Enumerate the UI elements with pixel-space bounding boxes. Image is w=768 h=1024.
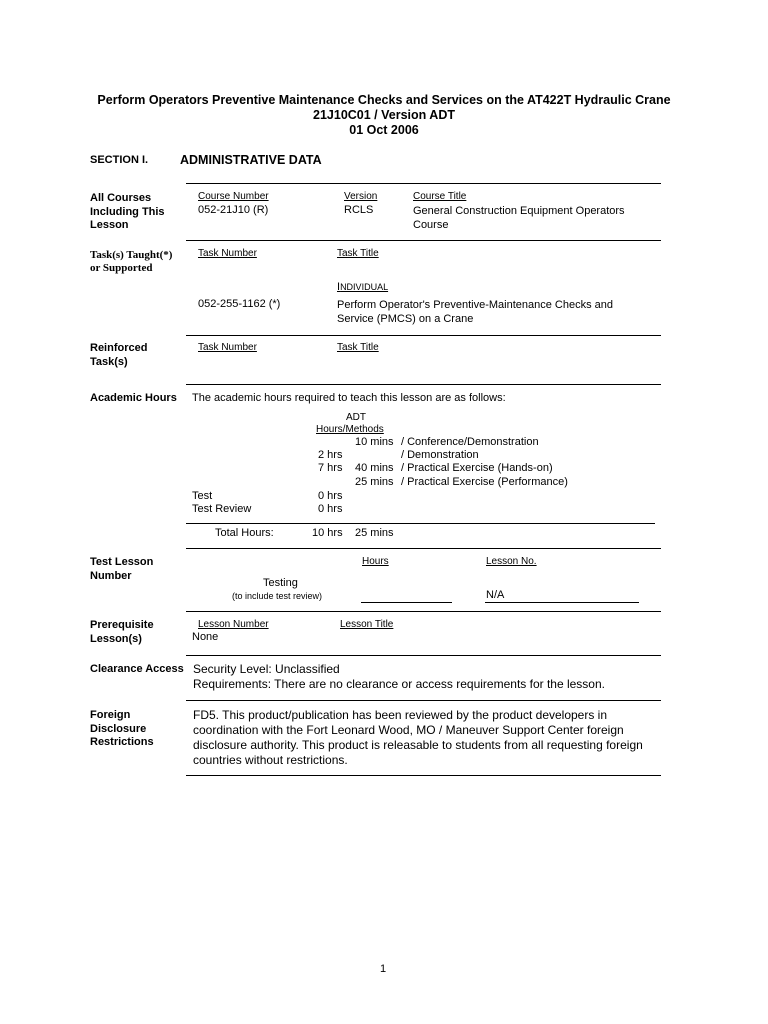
clearance-label: Clearance Access <box>90 663 184 675</box>
divider <box>186 700 661 701</box>
prerequisite-label: Prerequisite Lesson(s) <box>90 619 154 645</box>
section-label: SECTION I. <box>90 154 149 166</box>
row-mins: 10 mins <box>355 436 394 448</box>
version-header: Version <box>344 191 378 202</box>
all-courses-label: All Courses Including This Lesson <box>90 192 165 231</box>
reinforced-label: Reinforced Task(s) <box>90 342 148 368</box>
reinforced-task-number-header: Task Number <box>198 342 257 353</box>
total-label: Total Hours: <box>215 527 274 539</box>
divider <box>186 384 661 385</box>
divider <box>186 775 661 776</box>
divider <box>186 183 661 184</box>
security-level: Security Level: Unclassified <box>193 662 340 676</box>
document-title: Perform Operators Preventive Maintenance Checks and Services on the AT422T Hydraulic Crane <box>97 93 671 107</box>
course-number: 052-21J10 (R) <box>198 204 269 216</box>
divider <box>186 611 661 612</box>
row-left: Test Review <box>192 503 252 515</box>
row-hrs: 7 hrs <box>318 462 343 474</box>
task-title: Perform Operator's Preventive-Maintenance Checks and Service (PMCS) on a Crane <box>337 299 614 325</box>
clearance-requirements: Requirements: There are no clearance or access requirements for the lesson. <box>193 677 605 691</box>
row-hrs: 0 hrs <box>318 503 343 515</box>
total-divider <box>186 523 655 524</box>
adt-heading: ADT <box>346 412 366 423</box>
document-date: 01 Oct 2006 <box>349 123 419 137</box>
lesson-number-header: Lesson Number <box>198 619 269 630</box>
section-title: ADMINISTRATIVE DATA <box>180 153 322 167</box>
academic-intro: The academic hours required to teach this lesson are as follows: <box>192 392 506 404</box>
page-number: 1 <box>380 963 387 975</box>
total-mins: 25 mins <box>355 527 394 539</box>
test-lesson-label: Test Lesson Number <box>90 556 154 582</box>
prerequisite-value: None <box>192 631 219 643</box>
total-hrs: 10 hrs <box>312 527 343 539</box>
course-title: General Construction Equipment Operators Course <box>413 205 625 231</box>
course-number-header: Course Number <box>198 191 269 202</box>
divider <box>186 240 661 241</box>
task-category: INDIVIDUAL <box>337 281 389 293</box>
row-method: / Practical Exercise (Performance) <box>401 476 568 488</box>
divider <box>186 335 661 336</box>
testing-note: (to include test review) <box>232 591 323 601</box>
task-title-header: Task Title <box>337 248 379 259</box>
row-mins: 25 mins <box>355 476 394 488</box>
row-left: Test <box>192 490 213 502</box>
testing-label: Testing <box>263 577 298 589</box>
course-version: RCLS <box>344 204 374 216</box>
row-mins: 40 mins <box>355 462 394 474</box>
row-method: / Demonstration <box>401 449 479 461</box>
methods-heading: Hours/Methods <box>316 424 384 435</box>
lesson-no-underline <box>485 602 639 603</box>
course-id: 21J10C01 / Version ADT <box>313 108 455 122</box>
row-hrs: 2 hrs <box>318 449 343 461</box>
row-hrs: 0 hrs <box>318 490 343 502</box>
row-method: / Conference/Demonstration <box>401 436 539 448</box>
foreign-disclosure-label: Foreign Disclosure Restrictions <box>90 709 154 748</box>
hours-blank <box>361 602 452 603</box>
tasks-taught-label: Task(s) Taught(*) or Supported <box>90 249 173 274</box>
divider <box>186 548 661 549</box>
task-number-header: Task Number <box>198 248 257 259</box>
lesson-no-value: N/A <box>486 589 505 601</box>
divider <box>186 655 661 656</box>
lesson-title-header: Lesson Title <box>340 619 394 630</box>
foreign-disclosure-text: FD5. This product/publication has been reviewed by the product developers in coordination with the Fort Leonard Wood, MO / Maneuver Support Center foreign disclosure authority. This product is releasable to students from all requesting foreign countries without restrictions. <box>193 708 643 767</box>
task-number: 052-255-1162 (*) <box>198 298 281 310</box>
row-method: / Practical Exercise (Hands-on) <box>401 462 553 474</box>
course-title-header: Course Title <box>413 191 467 202</box>
lesson-no-header: Lesson No. <box>486 556 537 567</box>
academic-hours-label: Academic Hours <box>90 392 177 404</box>
reinforced-task-title-header: Task Title <box>337 342 379 353</box>
hours-header: Hours <box>362 556 389 567</box>
